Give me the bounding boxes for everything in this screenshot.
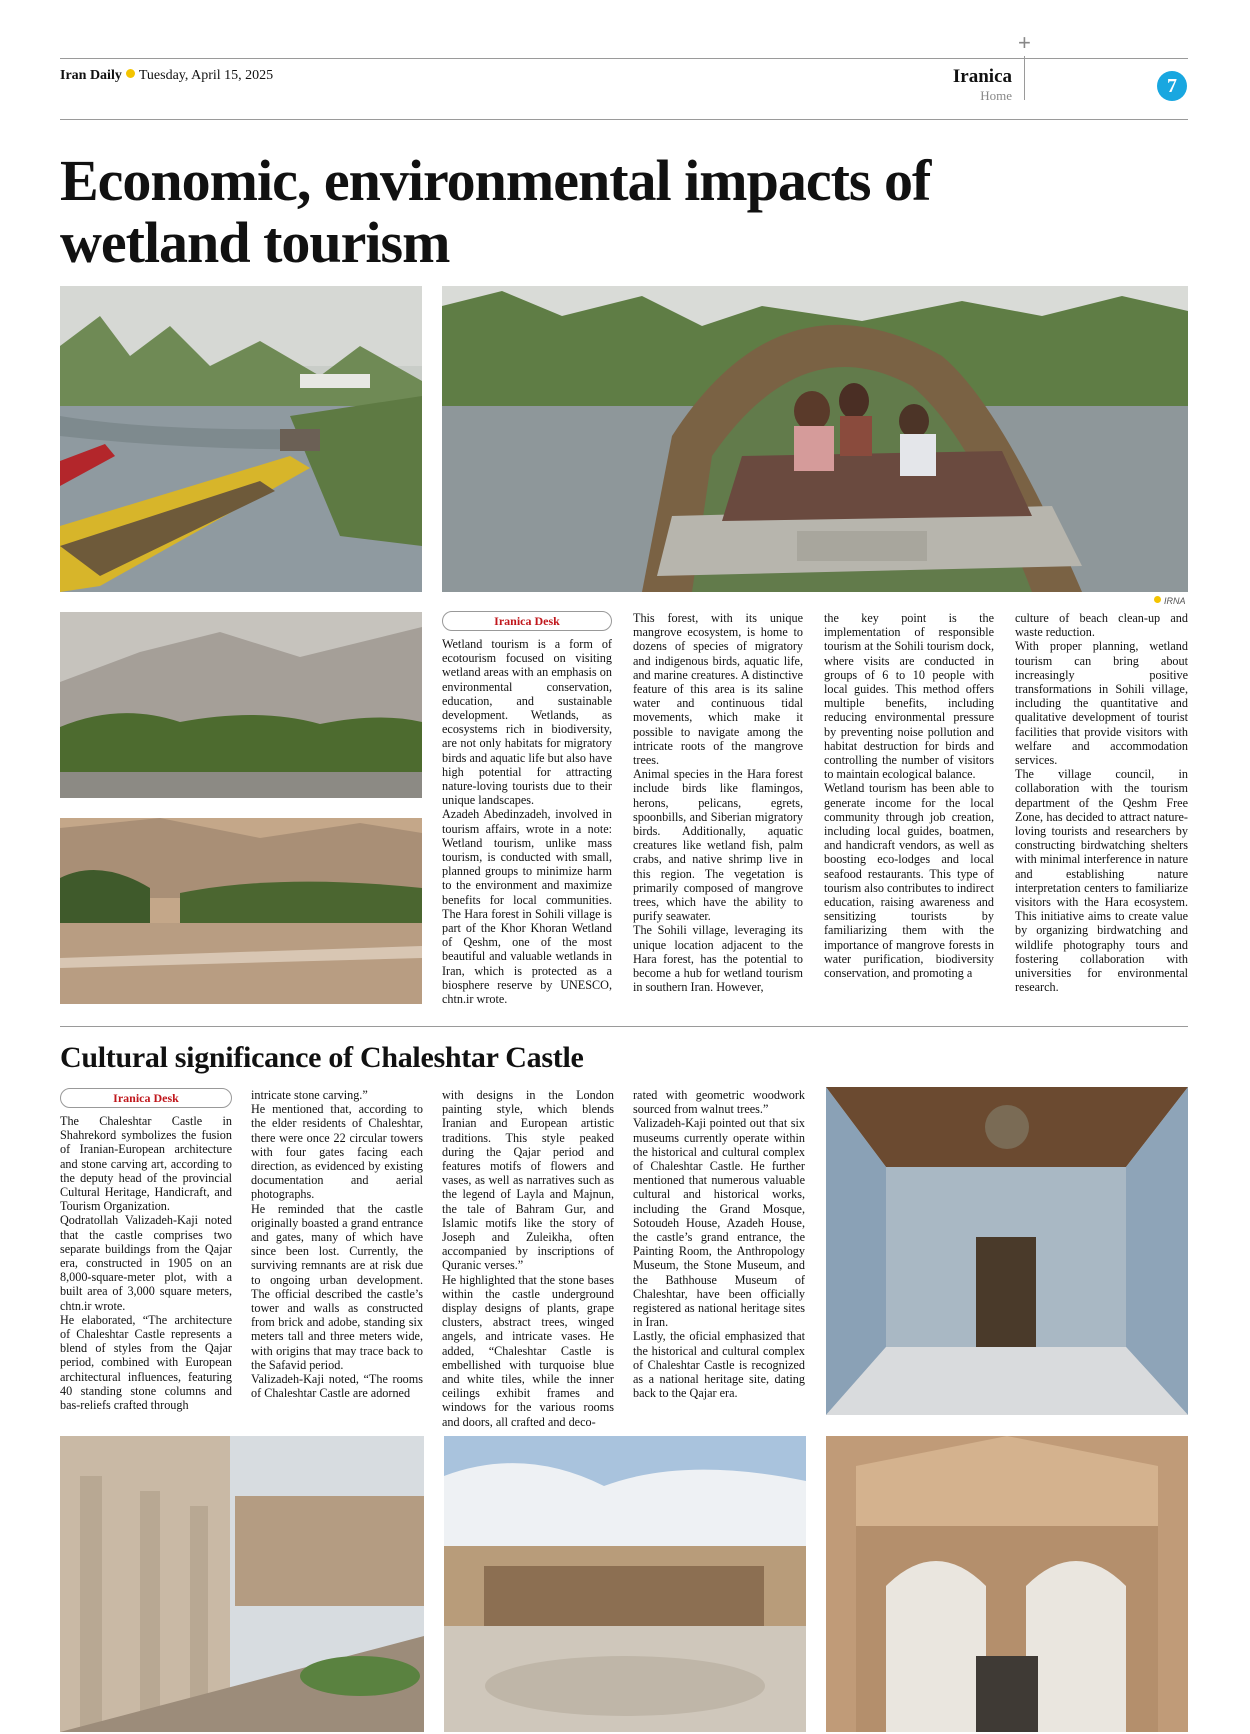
photo-castle-arcade <box>60 1436 424 1732</box>
article1-desk-label: Iranica Desk <box>442 611 612 631</box>
section-label <box>953 66 1012 104</box>
paragraph: rated with geometric woodwork sourced from walnut trees.” <box>633 1088 805 1117</box>
paragraph: He elaborated, “The architecture of Chaleshtar Castle represents a blend of styles from the Qajar period, combined with European architectural influences, featuring 40 standing stone columns and bas-reliefs crafted through <box>60 1312 232 1413</box>
paragraph: intricate stone carving.” <box>251 1088 368 1102</box>
header-divider <box>1024 56 1025 100</box>
header-rule <box>60 119 1188 120</box>
section-divider <box>60 1026 1188 1027</box>
article-headline: Economic, environmental impacts of wetland tourism <box>60 148 931 275</box>
issue-date: Tuesday, April 15, 2025 <box>138 68 274 83</box>
credit-dot-icon <box>1154 596 1161 603</box>
paragraph: Azadeh Abedinzadeh, involved in tourism affairs, wrote in a note: Wetland tourism, unlike mass tourism, is conducted with small, planned groups to minimize harm to the environment and maximize benefits for local communities. The Hara forest in Sohili village is part of the Khor Khoran Wetland of Qeshm, one of the most beautiful and valuable wetlands in Iran, which is protected as a biosphere reserve by UNESCO, chtn.ir wrote. <box>442 807 612 1007</box>
photo-mangrove-river <box>60 818 422 1004</box>
photo-tiled-hall-interior <box>826 1087 1188 1415</box>
subsection-title: Home <box>980 88 1012 103</box>
paragraph: Lastly, the oficial emphasized that the historical and cultural complex of Chaleshtar Castle is recognized as a national heritage site, dating back to the Qajar era. <box>633 1329 805 1401</box>
photo-boats-marsh <box>60 286 422 592</box>
article2-column-1 <box>60 1088 232 1412</box>
photo-reed-arch-shelter <box>442 286 1188 592</box>
paragraph: The Chaleshtar Castle in Shahrekord symbolizes the fusion of Iranian-European architecture and stone carving art, according to the deputy head of the provincial Cultural Heritage, Handicraft, and Tourism Organization. <box>60 1114 232 1214</box>
article1-column-1 <box>442 611 612 1006</box>
article2-column-2 <box>251 1088 423 1400</box>
photo-castle-entrance-portico <box>826 1436 1188 1732</box>
section-title: Iranica <box>952 66 1012 87</box>
article2-column-3 <box>442 1088 614 1429</box>
top-rule <box>60 58 1188 59</box>
paragraph: with designs in the London painting style, which blends Iranian and European artistic traditions. This style peaked during the Qajar period and features motifs of flowers and vases, as well as narratives such as the legend of Layla and Majnun, the tale of Bahram Gur, and Islamic motifs like the story of Joseph and Zuleikha, often accompanied by inscriptions of Quranic verses.” <box>442 1088 614 1273</box>
paper-name: Iran Daily <box>60 68 122 83</box>
paragraph: This forest, with its unique mangrove ecosystem, is home to dozens of species of migratory and indigenous birds, aquatic life, and marine creatures. A distinctive feature of this area is its saline water and continuous tidal movements, which make it possible to navigate among the intricate roots of the mangrove trees. <box>633 611 803 768</box>
paragraph: With proper planning, wetland tourism can bring about increasingly positive transformations in Sohili village, including the quantitative and qualitative development of tourist facilities that provide visitors with welfare and accommodation services. <box>1015 639 1188 768</box>
article2-headline: Cultural significance of Chaleshtar Castle <box>60 1041 584 1074</box>
paragraph: Animal species in the Hara forest include birds like flamingos, herons, pelicans, egrets, spoonbills, and Siberian migratory birds. Additionally, aquatic creatures like wetland fish, palm crabs, and native shrimp live in this region. The vegetation is primarily composed of mangrove trees, which have the ability to purify seawater. <box>633 767 803 924</box>
page-number: 7 <box>1157 71 1187 101</box>
paragraph: He reminded that the castle originally boasted a grand entrance and gates, many of which have since been lost. Currently, the surviving remnants are at risk due to ongoing urban development. The official described the castle’s tower and walls as constructed from brick and adobe, standing six meters tall and three meters wide, with origins that may trace back to the Safavid period. <box>251 1201 423 1372</box>
credit-text: IRNA <box>1164 596 1186 606</box>
masthead-line <box>60 68 273 84</box>
paragraph: Wetland tourism has been able to generate income for the local community through job creation, including local guides, boatmen, and handicraft vendors, as well as boosting eco-lodges and local seafood restaurants. This type of tourism also contributes to indirect education, raising awareness and sensitizing tourists by familiarizing them with the importance of mangrove forests in water purification, biodiversity conservation, and promoting a <box>824 781 994 981</box>
photo-mangroves-mountains <box>60 612 422 798</box>
paragraph: Wetland tourism is a form of ecotourism focused on visiting wetland areas with an emphasis on environmental conservation, education, and sustainable development. Wetlands, as ecosystems rich in biodiversity, are not only habitats for migratory birds and aquatic life but also have high potential for attracting nature-loving tourists due to their unique landscapes. <box>442 637 612 808</box>
article1-column-4 <box>1015 611 1188 994</box>
article1-column-2 <box>633 611 803 994</box>
separator-dot-icon <box>126 69 135 78</box>
article1-column-3 <box>824 611 994 980</box>
paragraph: The village council, in collaboration with the tourism department of the Qeshm Free Zone, has decided to attract nature-loving tourists and researchers by constructing birdwatching shelters with minimal interference in nature and establishing nature interpretation centers to familiarize visitors with the Hara ecosystem. This initiative aims to create value by organizing birdwatching and wildlife photography tours and fostering collaboration with universities for environmental research. <box>1015 767 1188 995</box>
paragraph: Valizadeh-Kaji noted, “The rooms of Chaleshtar Castle are adorned <box>251 1372 423 1401</box>
photo-credit <box>1154 596 1186 606</box>
crop-mark: + <box>1018 30 1031 55</box>
paragraph: The Sohili village, leveraging its unique location adjacent to the Hara forest, has the potential to become a hub for wetland tourism in southern Iran. However, <box>633 923 803 995</box>
paragraph: the key point is the implementation of responsible tourism at the Sohili tourism dock, where visits are conducted in groups of 6 to 10 people with local guides. This method offers multiple benefits, including reducing environmental pressure by preventing noise pollution and habitat destruction for birds and controlling the number of visitors to maintain ecological balance. <box>824 611 994 782</box>
article2-column-4 <box>633 1088 805 1400</box>
paragraph: Qodratollah Valizadeh-Kaji noted that the castle comprises two separate buildings from the Qajar era, constructed in 1905 on an 8,000-square-meter plot, with a built area of 3,000 square meters, chtn.ir wrote. <box>60 1213 232 1313</box>
paragraph: culture of beach clean-up and waste reduction. <box>1015 611 1188 640</box>
paragraph: He mentioned that, according to the elder residents of Chaleshtar, there were once 22 circular towers with four gates facing each direction, as evidenced by existing documentation and aerial photographs. <box>251 1102 423 1202</box>
article2-desk-label: Iranica Desk <box>60 1088 232 1108</box>
photo-castle-courtyard-fountain <box>444 1436 806 1732</box>
paragraph: Valizadeh-Kaji pointed out that six museums currently operate within the historical and cultural complex of Chaleshtar Castle. He further mentioned that numerous valuable cultural and historical works, including the Grand Mosque, Sotoudeh House, Azadeh House, the castle’s grand entrance, the Painting Room, the Anthropology Museum, the Stone Museum, and the Bathhouse Museum of Chaleshtar, have been officially registered as national heritage sites in Iran. <box>633 1116 805 1330</box>
paragraph: He highlighted that the stone bases within the castle underground display designs of plants, grape clusters, abstract trees, winged angels, and intricate vases. He added, “Chaleshtar Castle is embellished with turquoise blue and white tiles, while the inner ceilings exhibit frames and windows for the various rooms and doors, all crafted and deco- <box>442 1272 614 1429</box>
